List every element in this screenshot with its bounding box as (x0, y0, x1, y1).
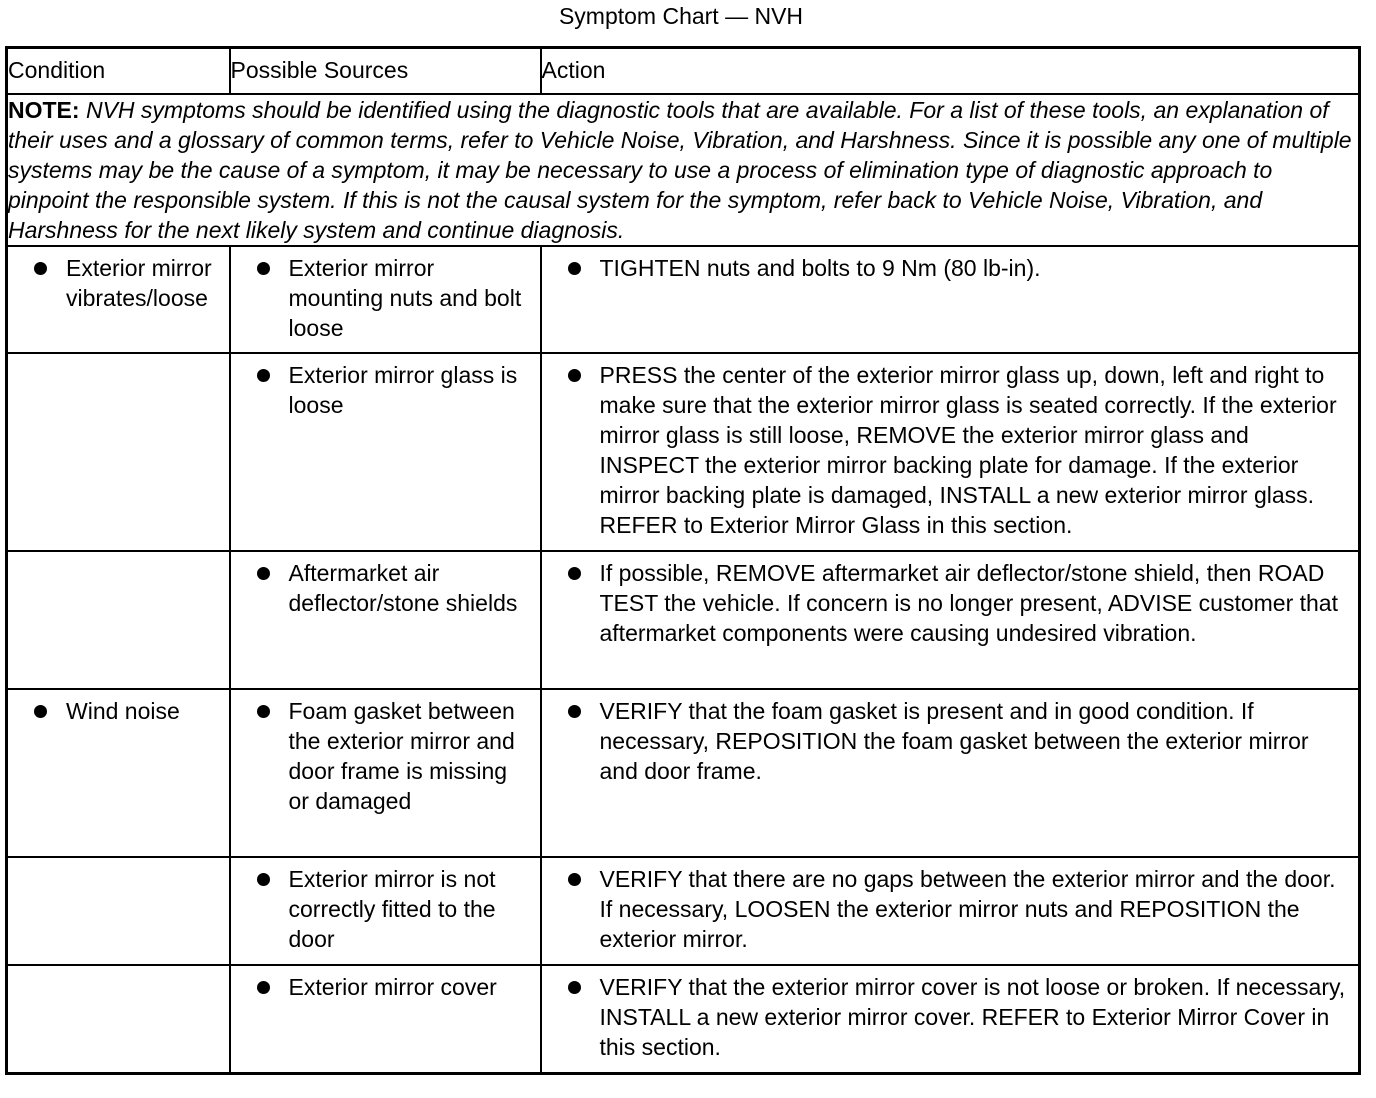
condition-cell (7, 857, 230, 965)
table-row (7, 857, 1360, 965)
action-item: TIGHTEN nuts and bolts to 9 Nm (80 lb-in). (542, 247, 1359, 289)
action-cell (541, 965, 1360, 1073)
table-row (7, 965, 1360, 1073)
header-action: Action (541, 48, 1360, 95)
table-row (7, 551, 1360, 689)
header-row (7, 48, 1360, 95)
table-row (7, 689, 1360, 857)
condition-item: Exterior mirror vibrates/loose (8, 247, 229, 319)
source-item: Aftermarket air deflector/stone shields (231, 552, 540, 624)
condition-cell (7, 551, 230, 689)
condition-item: Wind noise (8, 690, 229, 732)
bullet-icon (568, 567, 581, 580)
condition-cell (7, 353, 230, 551)
action-cell (541, 353, 1360, 551)
action-cell (541, 689, 1360, 857)
note-text: NVH symptoms should be identified using the diagnostic tools that are available. For a list of these tools, an explanation of their uses and a glossary of common terms, refer to Vehicle Noise, Vibration, and Harshness. Since it is possible any one of multiple systems may be the cause of a symptom, it may be necessary to use a process of elimination type of diagnostic approach to pinpoint the responsible system. If this is not the causal system for the symptom, refer back to Vehicle Noise, Vibration, and Harshness for the next likely system and continue diagnosis. (8, 97, 1352, 243)
source-cell (230, 689, 541, 857)
source-item: Exterior mirror glass is loose (231, 354, 540, 426)
action-cell (541, 246, 1360, 353)
source-cell (230, 551, 541, 689)
condition-cell (7, 689, 230, 857)
bullet-icon (568, 873, 581, 886)
table-row (7, 353, 1360, 551)
note-row (7, 94, 1360, 246)
bullet-icon (257, 567, 270, 580)
symptom-table (5, 46, 1361, 1075)
bullet-icon (34, 705, 47, 718)
action-item: VERIFY that the exterior mirror cover is not loose or broken. If necessary, INSTALL a new exterior mirror cover. REFER to Exterior Mirror Cover in this section. (542, 966, 1359, 1068)
source-cell (230, 857, 541, 965)
condition-cell (7, 246, 230, 353)
bullet-icon (257, 369, 270, 382)
action-cell (541, 551, 1360, 689)
source-cell (230, 353, 541, 551)
action-item: VERIFY that the foam gasket is present and in good condition. If necessary, REPOSITION the foam gasket between the exterior mirror and door frame. (542, 690, 1359, 792)
bullet-icon (568, 981, 581, 994)
header-possible-sources: Possible Sources (230, 48, 541, 95)
bullet-icon (257, 705, 270, 718)
source-item: Exterior mirror mounting nuts and bolt loose (231, 247, 540, 349)
source-cell (230, 246, 541, 353)
action-item: VERIFY that there are no gaps between the exterior mirror and the door. If necessary, LOOSEN the exterior mirror nuts and REPOSITION the exterior mirror. (542, 858, 1359, 960)
source-cell (230, 965, 541, 1073)
source-item: Exterior mirror is not correctly fitted to the door (231, 858, 540, 960)
bullet-icon (34, 262, 47, 275)
action-cell (541, 857, 1360, 965)
action-item: PRESS the center of the exterior mirror glass up, down, left and right to make sure that the exterior mirror glass is seated correctly. If the exterior mirror glass is still loose, REMOVE the exterior mirror glass and INSPECT the exterior mirror backing plate for damage. If the exterior mirror backing plate is damaged, INSTALL a new exterior mirror glass. REFER to Exterior Mirror Glass in this section. (542, 354, 1359, 546)
bullet-icon (257, 873, 270, 886)
note-label: NOTE: (8, 97, 80, 123)
header-condition: Condition (7, 48, 230, 95)
bullet-icon (568, 705, 581, 718)
condition-cell (7, 965, 230, 1073)
chart-title: Symptom Chart — NVH (558, 3, 804, 29)
action-item: If possible, REMOVE aftermarket air deflector/stone shield, then ROAD TEST the vehicle. If concern is no longer present, ADVISE customer that aftermarket components were causing undesired vibration. (542, 552, 1359, 654)
note-cell (7, 94, 1360, 246)
table-row (7, 246, 1360, 353)
bullet-icon (568, 369, 581, 382)
source-item: Foam gasket between the exterior mirror and door frame is missing or damaged (231, 690, 540, 822)
bullet-icon (257, 981, 270, 994)
bullet-icon (568, 262, 581, 275)
source-item: Exterior mirror cover (231, 966, 540, 1008)
bullet-icon (257, 262, 270, 275)
